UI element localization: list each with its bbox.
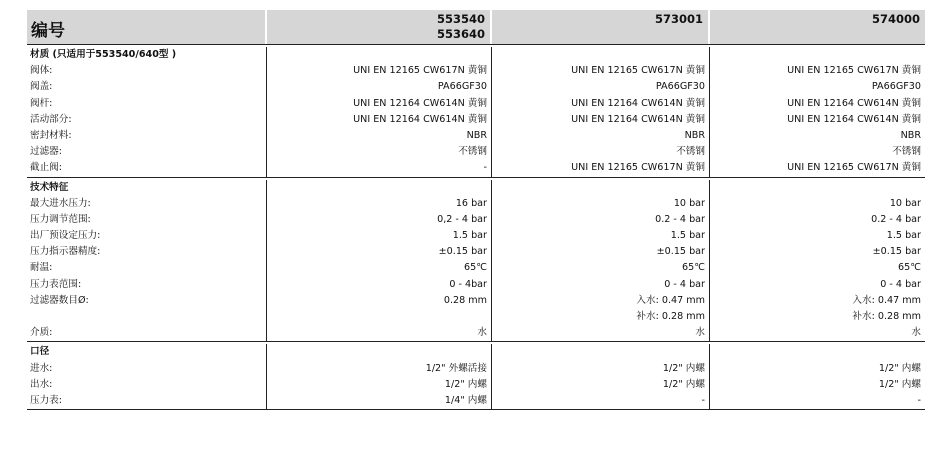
section-column <box>27 344 267 409</box>
row-label: 压力指示器精度: <box>30 246 101 258</box>
section-column <box>267 344 492 409</box>
row-label: 最大进水压力: <box>30 197 91 209</box>
row-value: UNI EN 12165 CW617N 黄铜 <box>787 162 921 174</box>
section-title-spacer <box>492 47 709 63</box>
row-label <box>27 309 266 325</box>
row-value: NBR <box>684 129 705 141</box>
row-value: NBR <box>466 129 487 141</box>
row-value: 不锈钢 <box>458 146 487 158</box>
header-col-573001: 573001 <box>492 10 710 44</box>
row-value: 0,2 - 4 bar <box>437 213 487 225</box>
row-value: 1.5 bar <box>886 230 921 242</box>
row-value: 0.2 - 4 bar <box>655 213 705 225</box>
row-value: 不锈钢 <box>892 146 921 158</box>
section-column <box>492 344 710 409</box>
row-value: 不锈钢 <box>676 146 705 158</box>
row-value: PA66GF30 <box>655 81 705 93</box>
row-label: 阀盖: <box>30 81 53 93</box>
row-value: 入水: 0.47 mm <box>636 294 705 306</box>
row-value: 65℃ <box>898 262 921 274</box>
section-title: 技术特征 <box>30 181 69 193</box>
row-value: 0 - 4 bar <box>880 278 921 290</box>
section-column <box>492 47 710 177</box>
row-value: UNI EN 12164 CW614N 黄铜 <box>787 97 921 109</box>
row-value: 1.5 bar <box>670 230 705 242</box>
section-title-spacer <box>710 47 925 63</box>
section-column <box>710 344 925 409</box>
row-value: UNI EN 12164 CW614N 黄铜 <box>787 113 921 125</box>
section-column <box>492 180 710 342</box>
section-2 <box>27 341 925 410</box>
row-value: 1/2" 内螺 <box>662 362 705 374</box>
row-value: - <box>917 394 921 406</box>
section-title: 材质 (只适用于553540/640型 ) <box>30 49 177 60</box>
row-value: UNI EN 12165 CW617N 黄铜 <box>571 65 705 77</box>
row-label: 过滤器数目Ø: <box>30 294 89 306</box>
row-value: 水 <box>477 327 487 339</box>
row-label: 压力表: <box>30 394 63 406</box>
row-label: 阀杆: <box>30 97 53 109</box>
section-title-spacer <box>267 180 491 196</box>
row-label: 压力表范围: <box>30 278 82 290</box>
row-label: 压力调节范围: <box>30 213 91 225</box>
row-value: 0 - 4 bar <box>664 278 705 290</box>
section-title-spacer <box>710 344 925 360</box>
row-value: UNI EN 12165 CW617N 黄铜 <box>353 65 487 77</box>
section-title-spacer <box>492 180 709 196</box>
row-value: - <box>701 394 705 406</box>
row-value: PA66GF30 <box>871 81 921 93</box>
section-column <box>267 180 492 342</box>
row-value: 补水: 0.28 mm <box>636 311 705 322</box>
table-header-row <box>27 10 925 44</box>
row-label: 出水: <box>30 378 53 390</box>
header-code-553540: 553540 <box>436 12 485 26</box>
row-value: 65℃ <box>682 262 705 274</box>
row-value: 水 <box>911 327 921 339</box>
row-label: 阀体: <box>30 65 53 77</box>
row-value: 10 bar <box>673 197 705 209</box>
section-column <box>710 180 925 342</box>
row-label: 截止阀: <box>30 162 63 174</box>
section-title-spacer <box>492 344 709 360</box>
row-value: ±0.15 bar <box>656 246 705 258</box>
row-value <box>267 309 491 325</box>
row-value: 0.2 - 4 bar <box>871 213 921 225</box>
section-column <box>27 180 267 342</box>
row-value: 1/2" 外螺活接 <box>425 362 487 374</box>
section-title-spacer <box>710 180 925 196</box>
row-value: NBR <box>900 129 921 141</box>
header-col-574000: 574000 <box>710 10 925 44</box>
row-value: UNI EN 12164 CW614N 黄铜 <box>571 113 705 125</box>
row-value: 1/4" 内螺 <box>444 394 487 406</box>
row-value: UNI EN 12164 CW614N 黄铜 <box>353 113 487 125</box>
row-value: ±0.15 bar <box>438 246 487 258</box>
row-label: 过滤器: <box>30 146 63 158</box>
section-title-spacer <box>267 47 491 63</box>
section-column <box>710 47 925 177</box>
row-value: 1/2" 内螺 <box>878 362 921 374</box>
row-label: 密封材料: <box>30 129 72 141</box>
row-value: - <box>483 162 487 174</box>
row-value: 1/2" 内螺 <box>444 378 487 390</box>
row-label: 活动部分: <box>30 113 72 125</box>
header-col-553540 <box>267 10 492 44</box>
row-value: PA66GF30 <box>437 81 487 93</box>
header-label: 编号 <box>27 10 267 44</box>
row-value: UNI EN 12165 CW617N 黄铜 <box>571 162 705 174</box>
section-column <box>267 47 492 177</box>
spec-table <box>27 10 925 410</box>
row-label: 介质: <box>30 327 53 339</box>
row-value: UNI EN 12164 CW614N 黄铜 <box>571 97 705 109</box>
row-label: 出厂预设定压力: <box>30 230 101 242</box>
row-value: UNI EN 12164 CW614N 黄铜 <box>353 97 487 109</box>
section-title: 口径 <box>30 346 50 358</box>
row-value: 入水: 0.47 mm <box>852 294 921 306</box>
section-column <box>27 47 267 177</box>
section-title-spacer <box>267 344 491 360</box>
row-value: 65℃ <box>464 262 487 274</box>
row-value: 补水: 0.28 mm <box>852 311 921 322</box>
table-body <box>27 44 925 410</box>
row-value: 0 - 4bar <box>449 278 487 290</box>
row-value: ±0.15 bar <box>872 246 921 258</box>
row-value: 10 bar <box>889 197 921 209</box>
row-label: 耐温: <box>30 262 53 274</box>
row-value: 水 <box>695 327 705 339</box>
row-label: 进水: <box>30 362 53 374</box>
section-0 <box>27 44 925 177</box>
row-value: 1/2" 内螺 <box>662 378 705 390</box>
row-value: 0.28 mm <box>443 294 487 306</box>
row-value: UNI EN 12165 CW617N 黄铜 <box>787 65 921 77</box>
row-value: 1/2" 内螺 <box>878 378 921 390</box>
section-1 <box>27 177 925 342</box>
header-code-553640: 553640 <box>436 27 485 41</box>
row-value: 16 bar <box>455 197 487 209</box>
row-value: 1.5 bar <box>452 230 487 242</box>
